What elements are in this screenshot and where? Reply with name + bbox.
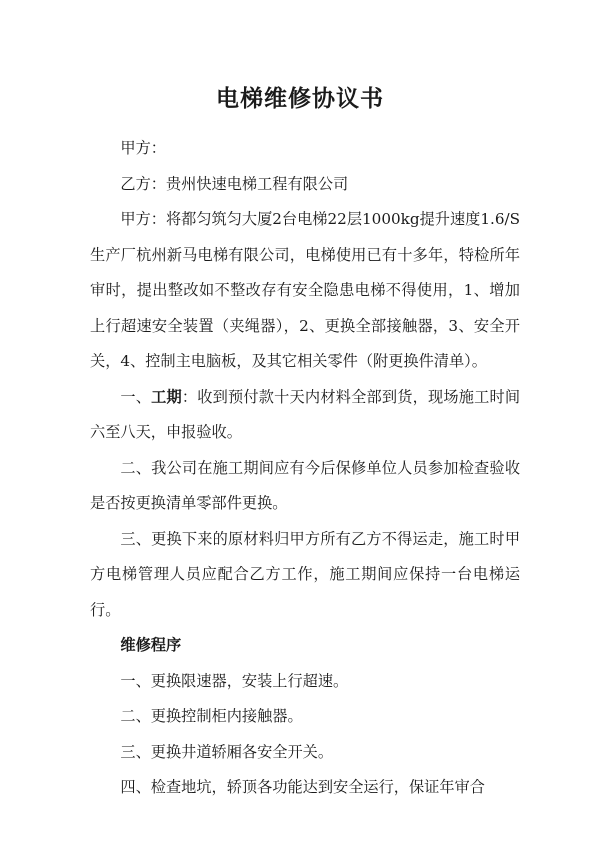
procedure-item: 二、更换控制柜内接触器。 [120,707,303,725]
document-body [90,131,520,806]
procedure-item: 一、更换限速器，安装上行超速。 [120,671,349,690]
procedure-item: 三、更换井道轿厢各安全开关。 [120,742,334,761]
party-a-line: 甲方： [120,139,166,157]
clause-2-paragraph: 二、我公司在施工期间应有今后保修单位人员参加检查验收是否按更换清单零部件更换。 [90,458,520,512]
clause-1-paragraph [90,380,520,451]
procedure-heading: 维修程序 [120,636,182,654]
party-b-line: 乙方：贵州快速电梯工程有限公司 [120,174,349,193]
clause-3-paragraph: 三、更换下来的原材料归甲方所有乙方不得运走，施工时甲方电梯管理人员应配合乙方工作，施工期间应保持一台电梯运行。 [90,529,520,619]
document-title: 电梯维修协议书 [216,85,384,112]
clause-1-prefix: 一、 [120,387,152,406]
clause-1-text: ：收到预付款十天内材料全部到货，现场施工时间六至八天，申报验收。 [90,387,521,441]
intro-paragraph: 甲方：将都匀筑匀大厦2台电梯22层1000kg提升速度1.6/S生产厂杭州新马电梯有限公司，电梯使用已有十多年，特检所年审时，提出整改如不整改存有安全隐患电梯不得使用，1、增加上行超速安全装置（夹绳器），2、更换全部接触器，3、安全开关，4、控制主电脑板，及其它相关零件（附更换件清单）。 [90,210,521,370]
procedure-item: 四、检查地坑，轿顶各功能达到安全运行，保证年审合 [120,778,485,796]
clause-1-label: 工期 [151,387,182,406]
